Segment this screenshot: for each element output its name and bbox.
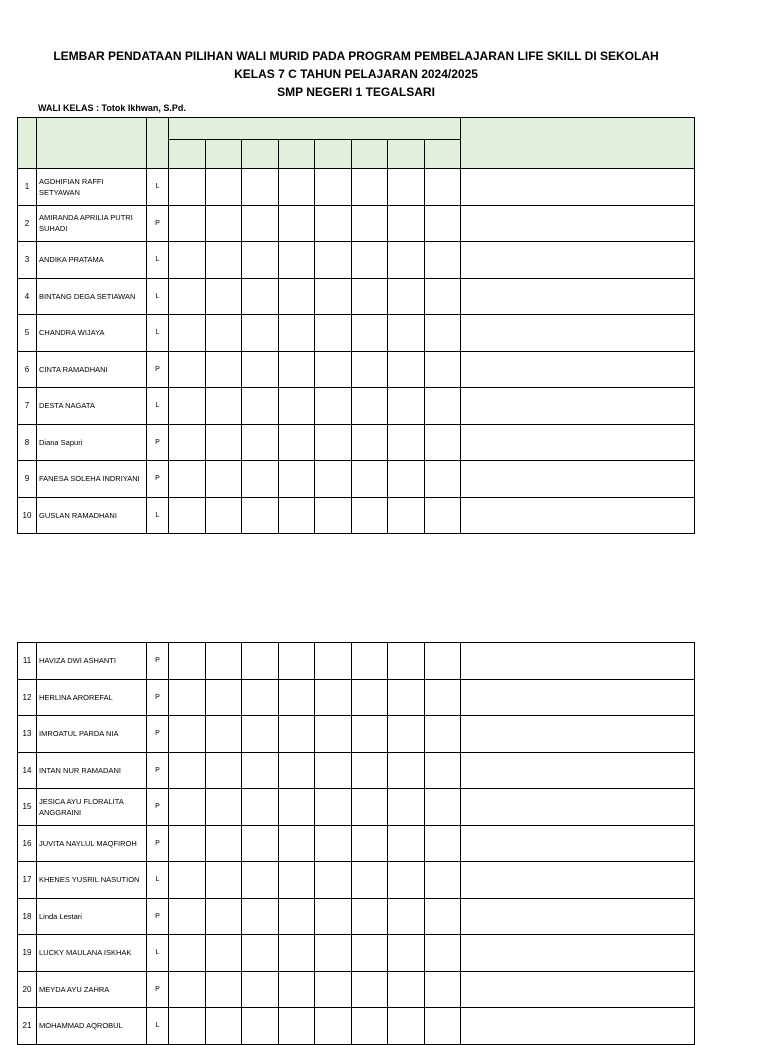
choice-cell[interactable]: [206, 278, 242, 315]
choice-cell[interactable]: [388, 315, 425, 352]
choice-cell[interactable]: [352, 971, 388, 1008]
choice-cell[interactable]: [425, 825, 461, 862]
choice-cell[interactable]: [425, 971, 461, 1008]
choice-cell[interactable]: [315, 424, 352, 461]
student-name: BINTANG DEGA SETIAWAN: [37, 278, 147, 315]
choice-cell[interactable]: [242, 898, 279, 935]
choice-cell[interactable]: [242, 388, 279, 425]
choice-cell[interactable]: [242, 205, 279, 242]
student-gender: L: [147, 497, 169, 534]
table-row: [18, 643, 695, 680]
student-name: HERLINA AROREFAL: [37, 679, 147, 716]
row-number: 21: [18, 1008, 37, 1045]
choice-cell[interactable]: [242, 935, 279, 972]
header-cell-name: [37, 118, 147, 169]
table-row: [18, 898, 695, 935]
choice-cell[interactable]: [169, 351, 206, 388]
choice-cell[interactable]: [352, 351, 388, 388]
row-number: 20: [18, 971, 37, 1008]
table-row: [18, 862, 695, 899]
choice-cell[interactable]: [279, 461, 315, 498]
row-number: 11: [18, 643, 37, 680]
table-row: [18, 1008, 695, 1045]
table-row: [18, 935, 695, 972]
row-number: 18: [18, 898, 37, 935]
choice-cell[interactable]: [279, 388, 315, 425]
student-table-2: [17, 642, 695, 1045]
notes-cell[interactable]: [461, 898, 695, 935]
choice-cell[interactable]: [206, 315, 242, 352]
choice-cell[interactable]: [315, 752, 352, 789]
student-name: Diana Sapuri: [37, 424, 147, 461]
choice-cell[interactable]: [315, 898, 352, 935]
choice-cell[interactable]: [279, 898, 315, 935]
choice-cell[interactable]: [279, 242, 315, 279]
notes-cell[interactable]: [461, 242, 695, 279]
row-number: 15: [18, 789, 37, 826]
choice-cell[interactable]: [352, 278, 388, 315]
choice-cell[interactable]: [242, 643, 279, 680]
choice-cell[interactable]: [315, 935, 352, 972]
choice-cell[interactable]: [315, 862, 352, 899]
choice-cell[interactable]: [206, 388, 242, 425]
choice-cell[interactable]: [206, 205, 242, 242]
choice-cell[interactable]: [352, 388, 388, 425]
choice-cell[interactable]: [279, 169, 315, 206]
student-gender: L: [147, 935, 169, 972]
student-name: MOHAMMAD AQROBUL: [37, 1008, 147, 1045]
student-gender: L: [147, 169, 169, 206]
choice-cell[interactable]: [206, 789, 242, 826]
student-name: FANESA SOLEHA INDRIYANI: [37, 461, 147, 498]
choice-cell[interactable]: [425, 242, 461, 279]
choice-cell[interactable]: [352, 898, 388, 935]
row-number: 7: [18, 388, 37, 425]
choice-cell[interactable]: [352, 752, 388, 789]
wali-kelas-label: WALI KELAS : Totok Ikhwan, S.Pd.: [38, 103, 186, 113]
student-name: LUCKY MAULANA ISKHAK: [37, 935, 147, 972]
choice-cell[interactable]: [315, 679, 352, 716]
table-row: [18, 388, 695, 425]
row-number: 6: [18, 351, 37, 388]
student-table-1: [17, 117, 695, 534]
row-number: 13: [18, 716, 37, 753]
choice-cell[interactable]: [352, 242, 388, 279]
student-name: Linda Lestari: [37, 898, 147, 935]
notes-cell[interactable]: [461, 278, 695, 315]
row-number: 1: [18, 169, 37, 206]
choice-cell[interactable]: [315, 716, 352, 753]
student-name: KHENES YUSRIL NASUTION: [37, 862, 147, 899]
notes-cell[interactable]: [461, 643, 695, 680]
choice-cell[interactable]: [315, 351, 352, 388]
row-number: 5: [18, 315, 37, 352]
student-name: HAVIZA DWI ASHANTI: [37, 643, 147, 680]
student-gender: P: [147, 971, 169, 1008]
choice-cell[interactable]: [206, 679, 242, 716]
choice-cell[interactable]: [352, 716, 388, 753]
choice-cell[interactable]: [388, 497, 425, 534]
row-number: 19: [18, 935, 37, 972]
choice-cell[interactable]: [388, 388, 425, 425]
choice-cell[interactable]: [352, 1008, 388, 1045]
student-gender: P: [147, 205, 169, 242]
notes-cell[interactable]: [461, 461, 695, 498]
notes-cell[interactable]: [461, 935, 695, 972]
choice-cell[interactable]: [425, 461, 461, 498]
choice-cell[interactable]: [425, 169, 461, 206]
choice-cell[interactable]: [315, 1008, 352, 1045]
choice-cell[interactable]: [388, 679, 425, 716]
row-number: 16: [18, 825, 37, 862]
choice-cell[interactable]: [206, 716, 242, 753]
student-name: JESICA AYU FLORALITA ANGGRAINI: [37, 789, 147, 826]
notes-cell[interactable]: [461, 825, 695, 862]
choice-cell[interactable]: [169, 752, 206, 789]
header-cell-no: [18, 118, 37, 169]
choice-cell[interactable]: [352, 862, 388, 899]
choice-cell[interactable]: [425, 789, 461, 826]
choice-cell[interactable]: [425, 424, 461, 461]
choice-cell[interactable]: [425, 1008, 461, 1045]
choice-cell[interactable]: [315, 315, 352, 352]
choice-cell[interactable]: [315, 242, 352, 279]
choice-cell[interactable]: [242, 315, 279, 352]
table-row: [18, 825, 695, 862]
choice-cell[interactable]: [425, 497, 461, 534]
choice-cell[interactable]: [206, 497, 242, 534]
notes-cell[interactable]: [461, 169, 695, 206]
choice-cell[interactable]: [169, 789, 206, 826]
table-row: [18, 205, 695, 242]
choice-cell[interactable]: [242, 351, 279, 388]
row-number: 2: [18, 205, 37, 242]
choice-cell[interactable]: [279, 278, 315, 315]
choice-cell[interactable]: [169, 424, 206, 461]
choice-cell[interactable]: [388, 971, 425, 1008]
choice-cell[interactable]: [352, 789, 388, 826]
choice-cell[interactable]: [279, 1008, 315, 1045]
table-row: [18, 789, 695, 826]
choice-cell[interactable]: [242, 278, 279, 315]
table-row: [18, 351, 695, 388]
choice-cell[interactable]: [279, 935, 315, 972]
choice-cell[interactable]: [425, 205, 461, 242]
choice-cell[interactable]: [169, 388, 206, 425]
choice-cell[interactable]: [206, 1008, 242, 1045]
row-number: 14: [18, 752, 37, 789]
choice-cell[interactable]: [425, 716, 461, 753]
student-gender: L: [147, 278, 169, 315]
choice-cell[interactable]: [206, 825, 242, 862]
student-gender: P: [147, 752, 169, 789]
choice-cell[interactable]: [206, 898, 242, 935]
student-gender: L: [147, 242, 169, 279]
header-cell-gender: [147, 118, 169, 169]
choice-cell[interactable]: [315, 278, 352, 315]
choice-cell[interactable]: [242, 497, 279, 534]
choice-cell[interactable]: [279, 351, 315, 388]
choice-cell[interactable]: [206, 351, 242, 388]
choice-cell[interactable]: [279, 752, 315, 789]
choice-cell[interactable]: [242, 424, 279, 461]
row-number: 10: [18, 497, 37, 534]
choice-cell[interactable]: [425, 898, 461, 935]
choice-cell[interactable]: [388, 205, 425, 242]
choice-cell[interactable]: [169, 461, 206, 498]
table-row: [18, 679, 695, 716]
choice-cell[interactable]: [169, 315, 206, 352]
choice-cell[interactable]: [169, 716, 206, 753]
choice-cell[interactable]: [242, 752, 279, 789]
student-gender: P: [147, 351, 169, 388]
choice-cell[interactable]: [279, 789, 315, 826]
choice-cell[interactable]: [388, 242, 425, 279]
choice-cell[interactable]: [315, 971, 352, 1008]
student-gender: P: [147, 461, 169, 498]
choice-cell[interactable]: [425, 862, 461, 899]
choice-cell[interactable]: [315, 169, 352, 206]
class-title: KELAS 7 C TAHUN PELAJARAN 2024/2025: [234, 67, 478, 81]
choice-cell[interactable]: [206, 752, 242, 789]
choice-cell[interactable]: [169, 278, 206, 315]
notes-cell[interactable]: [461, 497, 695, 534]
choice-cell[interactable]: [206, 935, 242, 972]
choice-cell[interactable]: [425, 643, 461, 680]
notes-cell[interactable]: [461, 205, 695, 242]
choice-cell[interactable]: [279, 497, 315, 534]
choice-cell[interactable]: [206, 242, 242, 279]
student-gender: L: [147, 388, 169, 425]
notes-cell[interactable]: [461, 862, 695, 899]
choice-cell[interactable]: [169, 1008, 206, 1045]
choice-cell[interactable]: [388, 825, 425, 862]
table-row: [18, 424, 695, 461]
choice-cell[interactable]: [388, 351, 425, 388]
table-row: [18, 169, 695, 206]
choice-cell[interactable]: [169, 242, 206, 279]
choice-cell[interactable]: [315, 461, 352, 498]
choice-cell[interactable]: [279, 679, 315, 716]
table-row: [18, 971, 695, 1008]
student-name: JUVITA NAYLUL MAQFIROH: [37, 825, 147, 862]
choice-cell[interactable]: [242, 789, 279, 826]
document-title: LEMBAR PENDATAAN PILIHAN WALI MURID PADA PROGRAM PEMBELAJARAN LIFE SKILL DI SEKOLAH: [53, 49, 659, 63]
header-cell-choices: [169, 118, 461, 140]
header-cell-notes: [461, 118, 695, 169]
table-row: [18, 752, 695, 789]
student-gender: P: [147, 716, 169, 753]
notes-cell[interactable]: [461, 971, 695, 1008]
student-name: DESTA NAGATA: [37, 388, 147, 425]
choice-cell[interactable]: [242, 461, 279, 498]
choice-cell[interactable]: [279, 643, 315, 680]
choice-cell[interactable]: [279, 825, 315, 862]
choice-cell[interactable]: [388, 898, 425, 935]
choice-cell[interactable]: [388, 424, 425, 461]
choice-cell[interactable]: [242, 716, 279, 753]
choice-cell[interactable]: [388, 1008, 425, 1045]
choice-cell[interactable]: [279, 971, 315, 1008]
table-row: [18, 278, 695, 315]
choice-cell[interactable]: [352, 935, 388, 972]
choice-cell[interactable]: [352, 424, 388, 461]
choice-cell[interactable]: [425, 278, 461, 315]
student-name: CINTA RAMADHANI: [37, 351, 147, 388]
choice-cell[interactable]: [388, 862, 425, 899]
student-gender: P: [147, 643, 169, 680]
choice-cell[interactable]: [352, 205, 388, 242]
choice-cell[interactable]: [388, 935, 425, 972]
choice-cell[interactable]: [169, 643, 206, 680]
choice-cell[interactable]: [242, 1008, 279, 1045]
student-gender: P: [147, 789, 169, 826]
choice-cell[interactable]: [206, 862, 242, 899]
student-gender: L: [147, 315, 169, 352]
choice-cell[interactable]: [206, 643, 242, 680]
student-name: GUSLAN RAMADHANI: [37, 497, 147, 534]
choice-cell[interactable]: [388, 643, 425, 680]
choice-cell[interactable]: [279, 205, 315, 242]
row-number: 12: [18, 679, 37, 716]
choice-cell[interactable]: [279, 424, 315, 461]
choice-cell[interactable]: [169, 935, 206, 972]
table-row: [18, 242, 695, 279]
choice-cell[interactable]: [315, 789, 352, 826]
notes-cell[interactable]: [461, 388, 695, 425]
choice-cell[interactable]: [315, 205, 352, 242]
student-name: AMIRANDA APRILIA PUTRI SUHADI: [37, 205, 147, 242]
student-name: MEYDA AYU ZAHRA: [37, 971, 147, 1008]
choice-cell[interactable]: [352, 497, 388, 534]
choice-cell[interactable]: [242, 862, 279, 899]
notes-cell[interactable]: [461, 315, 695, 352]
table-row: [18, 461, 695, 498]
notes-cell[interactable]: [461, 424, 695, 461]
notes-cell[interactable]: [461, 789, 695, 826]
choice-cell[interactable]: [169, 497, 206, 534]
choice-cell[interactable]: [279, 862, 315, 899]
choice-cell[interactable]: [279, 315, 315, 352]
choice-cell[interactable]: [388, 716, 425, 753]
student-name: CHANDRA WIJAYA: [37, 315, 147, 352]
choice-cell[interactable]: [352, 643, 388, 680]
student-gender: L: [147, 862, 169, 899]
choice-cell[interactable]: [206, 971, 242, 1008]
choice-cell[interactable]: [425, 752, 461, 789]
notes-cell[interactable]: [461, 679, 695, 716]
student-gender: P: [147, 679, 169, 716]
row-number: 9: [18, 461, 37, 498]
choice-cell[interactable]: [169, 679, 206, 716]
choice-cell[interactable]: [315, 497, 352, 534]
choice-cell[interactable]: [425, 679, 461, 716]
choice-cell[interactable]: [388, 752, 425, 789]
choice-cell[interactable]: [425, 315, 461, 352]
student-gender: P: [147, 424, 169, 461]
student-gender: L: [147, 1008, 169, 1045]
notes-cell[interactable]: [461, 716, 695, 753]
choice-cell[interactable]: [352, 461, 388, 498]
student-gender: P: [147, 898, 169, 935]
choice-cell[interactable]: [169, 971, 206, 1008]
row-number: 8: [18, 424, 37, 461]
table-row: [18, 315, 695, 352]
row-number: 4: [18, 278, 37, 315]
choice-cell[interactable]: [352, 825, 388, 862]
choice-cell[interactable]: [206, 424, 242, 461]
notes-cell[interactable]: [461, 752, 695, 789]
choice-cell[interactable]: [352, 315, 388, 352]
school-title: SMP NEGERI 1 TEGALSARI: [277, 85, 435, 99]
student-gender: P: [147, 825, 169, 862]
choice-cell[interactable]: [388, 461, 425, 498]
choice-cell[interactable]: [242, 825, 279, 862]
choice-cell[interactable]: [169, 169, 206, 206]
choice-cell[interactable]: [206, 169, 242, 206]
row-number: 17: [18, 862, 37, 899]
choice-cell[interactable]: [169, 862, 206, 899]
choice-cell[interactable]: [169, 898, 206, 935]
notes-cell[interactable]: [461, 1008, 695, 1045]
choice-cell[interactable]: [352, 679, 388, 716]
choice-cell[interactable]: [388, 278, 425, 315]
student-name: AGDHIFIAN RAFFI SETYAWAN: [37, 169, 147, 206]
student-name: ANDIKA PRATAMA: [37, 242, 147, 279]
choice-cell[interactable]: [242, 679, 279, 716]
table-header-row: [18, 118, 695, 140]
choice-cell[interactable]: [315, 388, 352, 425]
choice-cell[interactable]: [242, 242, 279, 279]
choice-cell[interactable]: [315, 825, 352, 862]
table-row: [18, 497, 695, 534]
choice-cell[interactable]: [315, 643, 352, 680]
student-name: INTAN NUR RAMADANI: [37, 752, 147, 789]
choice-cell[interactable]: [388, 789, 425, 826]
choice-cell[interactable]: [242, 971, 279, 1008]
notes-cell[interactable]: [461, 351, 695, 388]
table-row: [18, 716, 695, 753]
choice-cell[interactable]: [425, 351, 461, 388]
student-name: IMROATUL PARDA NIA: [37, 716, 147, 753]
choice-cell[interactable]: [242, 169, 279, 206]
choice-cell[interactable]: [425, 388, 461, 425]
choice-cell[interactable]: [169, 825, 206, 862]
row-number: 3: [18, 242, 37, 279]
choice-cell[interactable]: [352, 169, 388, 206]
choice-cell[interactable]: [425, 935, 461, 972]
choice-cell[interactable]: [169, 205, 206, 242]
choice-cell[interactable]: [388, 169, 425, 206]
choice-cell[interactable]: [279, 716, 315, 753]
choice-cell[interactable]: [206, 461, 242, 498]
